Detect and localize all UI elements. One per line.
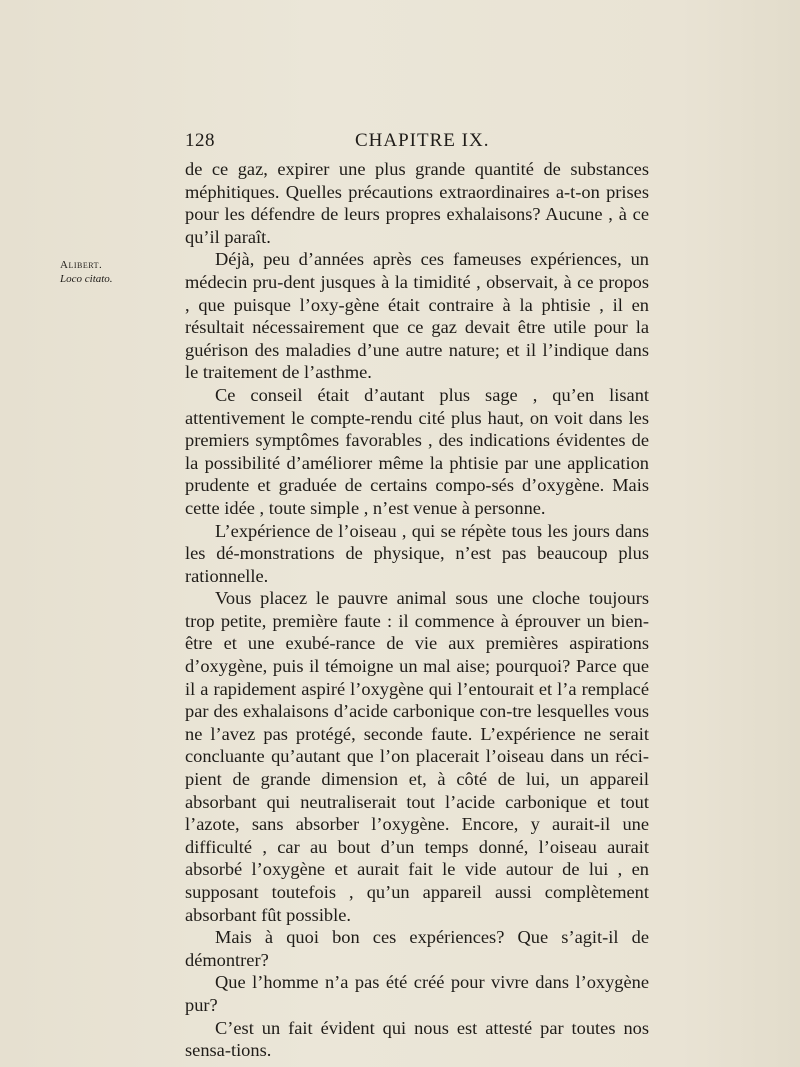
- paragraph-8: C’est un fait évident qui nous est attesté par toutes nos sensa-tions.: [185, 1017, 649, 1061]
- page-header: [185, 130, 650, 156]
- paragraph-5: Vous placez le pauvre animal sous une cloche toujours trop petite, première faute : il commence à éprouver un bien-être et une exubé-rance de vie aux premières aspirations d’oxygène, puis il témoigne un mal aise; pourquoi? Parce que il a rapidement aspiré l’oxygène qui l’entourait et l’a remplacé par des exhalaisons d’acide carbonique con-tre lesquelles vous ne l’avez pas protégé, seconde faute. L’expérience ne serait concluante qu’autant que l’on placerait l’oiseau dans un réci-pient de grande dimension et, à côté de lui, un appareil absorbant qui neutraliserait tout l’acide carbonique et tout l’azote, sans absorber l’oxygène. Encore, y aurait-il une difficulté , car au bout d’un temps donné, l’oiseau aurait absorbé l’oxygène et aurait fait le vide autour de lui , en supposant toutefois , qu’un appareil aussi complètement absorbant fût possible.: [185, 588, 649, 925]
- paragraph-1: de ce gaz, expirer une plus grande quantité de substances méphitiques. Quelles précautions extraordinaires a-t-on prises pour les défendre de leurs propres exhalaisons? Aucune , à ce qu’il paraît.: [185, 159, 649, 247]
- margin-note: [60, 258, 160, 286]
- paragraph-4: L’expérience de l’oiseau , qui se répète tous les jours dans les dé-monstrations de physique, n’est pas beaucoup plus rationnelle.: [185, 520, 649, 586]
- body-text: [185, 158, 649, 1062]
- running-title: CHAPITRE IX.: [355, 130, 490, 151]
- paragraph-2: Déjà, peu d’années après ces fameuses expériences, un médecin pru-dent jusques à la timidité , observait, à ce propos , que puisque l’oxy-gène était contraire à la phtisie , il en résultait nécessairement que ce gaz devait être utile pour la guérison des maladies d’une autre nature; et il l’indique dans le traitement de l’asthme.: [185, 249, 649, 383]
- margin-note-location: Loco citato.: [60, 273, 113, 285]
- paragraph-6: Mais à quoi bon ces expériences? Que s’agit-il de démontrer?: [185, 927, 649, 970]
- margin-note-author: Alibert.: [60, 259, 103, 271]
- paragraph-3: Ce conseil était d’autant plus sage , qu’en lisant attentivement le compte-rendu cité plus haut, on voit dans les premiers symptômes favorables , des indications évidentes de la possibilité d’améliorer même la phtisie par une application prudente et graduée de certains compo-sés d’oxygène. Mais cette idée , toute simple , n’est venue à personne.: [185, 384, 649, 518]
- page-number: 128: [185, 130, 215, 151]
- paragraph-7: Que l’homme n’a pas été créé pour vivre dans l’oxygène pur?: [185, 972, 649, 1015]
